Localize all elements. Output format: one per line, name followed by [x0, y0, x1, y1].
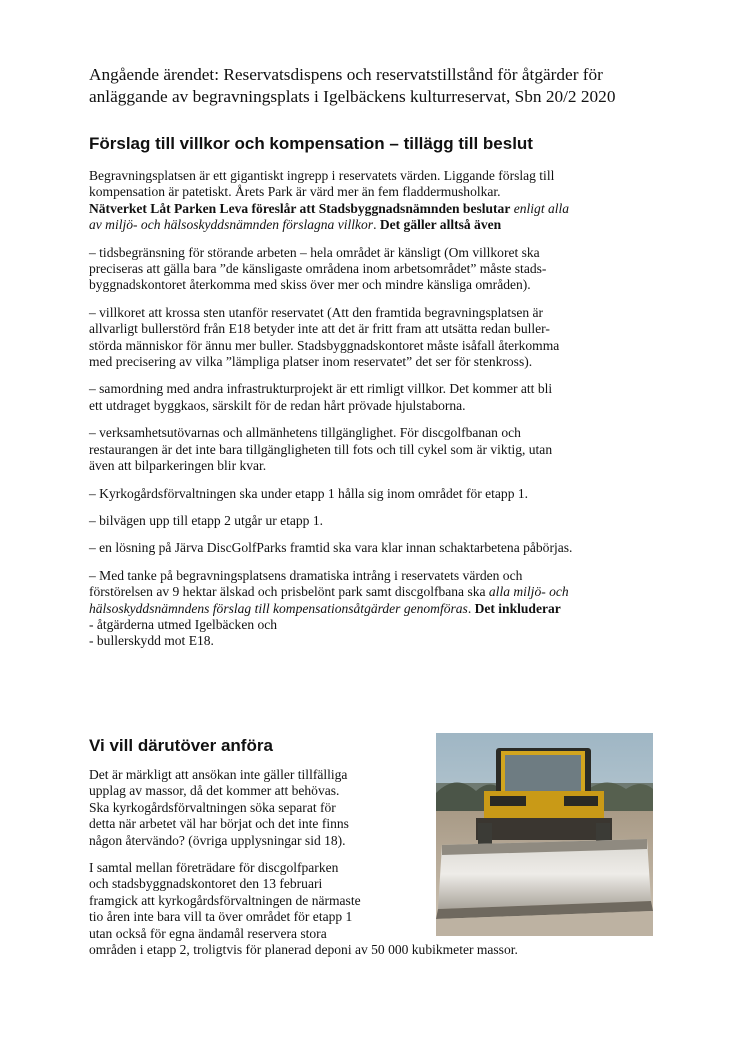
paragraph-car-road — [89, 513, 659, 529]
paragraph-stone-crushing — [89, 305, 659, 371]
text-line: någon återvändo? (övriga upplysningar sid 18). — [89, 832, 346, 848]
text-line: störda människor för ännu mer buller. Stadsbyggnadskontoret måste isåfall återkomma — [89, 337, 560, 353]
text-line — [89, 601, 659, 617]
italic-text: hälsoskyddsnämndens förslag till kompensationsåtgärder genomföras — [89, 600, 468, 616]
text-line: – Kyrkogårdsförvaltningen ska under etapp 1 hålla sig inom området för etapp 1. — [89, 485, 529, 501]
text-line: ett utdraget byggkaos, särskilt för de redan hårt prövade hjulstaborna. — [89, 397, 466, 413]
text-line: – villkoret att krossa sten utanför reservatet (Att den framtida begravningsplatsen är — [89, 304, 544, 320]
list-item: - åtgärderna utmed Igelbäcken och — [89, 616, 278, 632]
plain-text: . — [373, 217, 380, 233]
paragraph-stage-1 — [89, 486, 659, 502]
text-line: med precisering av vilka ”lämpliga platser inom reservatet” det ser för stenkross). — [89, 354, 533, 370]
plain-text: . — [467, 600, 475, 616]
text-line: allvarligt bullerstörd från E18 betyder inte att det är fritt fram att utsätta redan buller- — [89, 321, 550, 337]
italic-text: alla miljö- och — [488, 584, 569, 600]
text-line: preciseras att gälla bara ”de känsligaste områdena inom arbetsområdet” måste stads- — [89, 261, 547, 277]
text-line: – en lösning på Järva DiscGolfParks framtid ska vara klar innan schaktarbetena påbörjas. — [89, 540, 573, 556]
paragraph-accessibility — [89, 425, 659, 474]
text-line: områden i etapp 2, troligtvis för planerad deponi av 50 000 kubikmeter massor. — [89, 942, 518, 958]
text-line: Begravningsplatsen är ett gigantiskt ingrepp i reservatets värden. Liggande förslag till — [89, 168, 555, 183]
plain-text: förstörelsen av 9 hektar älskad och prisbelönt park samt discgolfbana ska — [89, 584, 489, 600]
bold-text: Det inkluderar — [474, 600, 561, 616]
text-line: – Med tanke på begravningsplatsens dramatiska intrång i reservatets värden och — [89, 567, 523, 583]
paragraph-time-limit — [89, 245, 659, 294]
bulldozer-photo — [436, 733, 653, 936]
subject-line — [89, 64, 689, 108]
text-line: utan också för egna ändamål reservera stora — [89, 925, 327, 941]
text-line: och stadsbyggnadskontoret den 13 februari — [89, 876, 323, 892]
text-line: – tidsbegränsning för störande arbeten – hela området är känsligt (Om villkoret ska — [89, 244, 540, 260]
text-line: tio åren inte bara vill ta över området för etapp 1 — [89, 909, 353, 925]
subject-line-1: Angående ärendet: Reservatsdispens och reservatstillstånd för åtgärder för — [89, 65, 603, 84]
text-line: I samtal mellan företrädare för discgolfparken — [89, 860, 339, 876]
text-line: byggnadskontoret återkomma med skiss över mer och mindre känsliga områden). — [89, 277, 531, 293]
italic-text: enligt alla — [510, 200, 570, 216]
text-line: upplag av massor, då det kommer att behövas. — [89, 783, 340, 799]
bold-text: Det gäller alltså även — [379, 217, 502, 233]
text-line — [89, 584, 659, 600]
bold-text: Nätverket Låt Parken Leva föreslår att Stadsbyggnadsnämnden beslutar — [89, 200, 511, 216]
text-line: detta när arbetet väl har börjat och det inte finns — [89, 816, 349, 832]
text-line: – verksamhetsutövarnas och allmänhetens tillgänglighet. För discgolfbanan och — [89, 425, 521, 441]
text-line — [89, 201, 659, 217]
paragraph-discgolf — [89, 540, 659, 556]
paragraph-intro — [89, 168, 659, 234]
text-line — [89, 217, 659, 233]
paragraph-coordination — [89, 381, 659, 414]
text-line: framgick att kyrkogårdsförvaltningen de närmaste — [89, 892, 361, 908]
paragraph-compensation — [89, 568, 659, 650]
text-line: – samordning med andra infrastrukturprojekt är ett rimligt villkor. Det kommer att bli — [89, 381, 553, 397]
text-line: restaurangen är det inte bara tillgängligheten till fots och till cykel som är viktig, utan — [89, 441, 553, 457]
section-heading-additional: Vi vill därutöver anföra — [89, 736, 273, 755]
italic-text: av miljö- och hälsoskyddsnämnden förslagna villkor — [89, 217, 374, 233]
list-item: - bullerskydd mot E18. — [89, 633, 214, 649]
text-line: Det är märkligt att ansökan inte gäller tillfälliga — [89, 767, 348, 782]
proposal-body — [89, 168, 659, 650]
subject-line-2: anläggande av begravningsplats i Igelbäckens kulturreservat, Sbn 20/2 2020 — [89, 87, 616, 106]
text-line: även att bilparkeringen blir kvar. — [89, 458, 267, 474]
section-heading-proposal: Förslag till villkor och kompensation – tillägg till beslut — [89, 134, 533, 153]
text-line: Ska kyrkogårdsförvaltningen söka separat för — [89, 799, 336, 815]
text-line: kompensation är patetiskt. Årets Park är värd mer än fem fladdermusholkar. — [89, 184, 501, 200]
text-line: – bilvägen upp till etapp 2 utgår ur etapp 1. — [89, 512, 324, 528]
